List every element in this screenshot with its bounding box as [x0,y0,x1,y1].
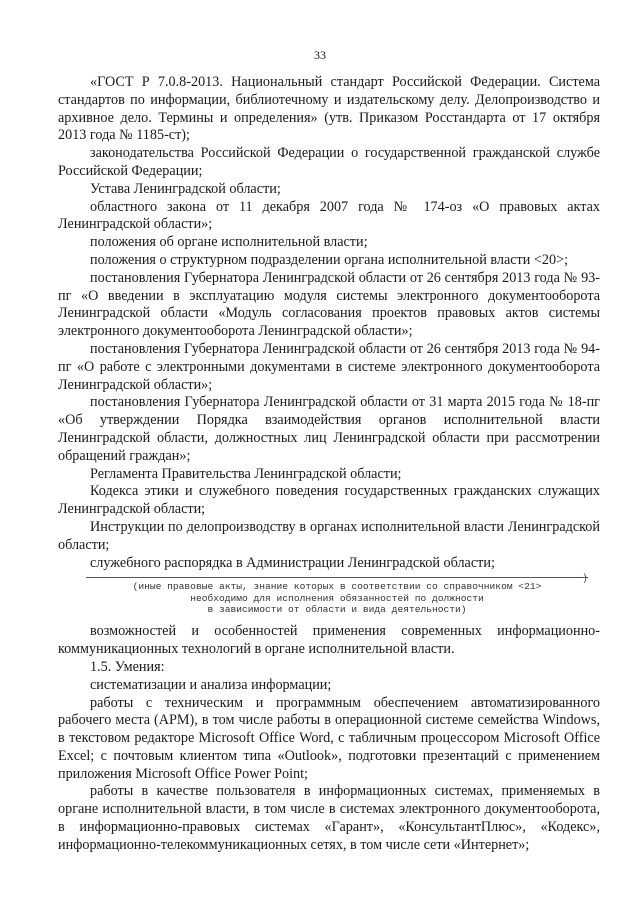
form-caption [86,581,588,616]
page-number: 33 [314,48,326,62]
paragraph: законодательства Российской Федерации о государственной гражданской службе Российской Федерации; [58,145,600,179]
paragraph: Регламента Правительства Ленинградской области; [90,465,402,482]
paragraph: постановления Губернатора Ленинградской области от 31 марта 2015 года № 18-пг «Об утверждении Порядка взаимодействия органов исполнительной власти Ленинградской области, должностных лиц Ленинградской области при рассмотрении обращений граждан»; [58,394,600,464]
paragraph: областного закона от 11 декабря 2007 года № 174-оз «О правовых актах Ленинградской области»; [58,198,600,233]
paragraph: Инструкции по делопроизводству в органах исполнительной власти Ленинградской области; [58,518,600,553]
paragraph: постановления Губернатора Ленинградской области от 26 сентября 2013 года № 93-пг «О введении в эксплуатацию модуля системы электронного документооборота Ленинградской области «Модуль согласования проектов правовых актов системы электронного документооборота Ленинградской области»; [58,269,600,340]
fill-line-end: ) [581,574,588,586]
section-heading: 1.5. Умения: [90,658,165,675]
paragraph: положения об органе исполнительной власти; [90,234,368,251]
paragraph: служебного распорядка в Администрации Ленинградской области; [90,554,495,571]
document-body [58,74,600,855]
fill-rule [86,577,588,578]
paragraph: Кодекса этики и служебного поведения государственных гражданских служащих Ленинградской области; [58,483,600,518]
form-caption-line: в зависимости от области и вида деятельности) [207,604,467,616]
paragraph: «ГОСТ Р 7.0.8-2013. Национальный стандарт Российской Федерации. Система стандартов по информации, библиотечному и издательскому делу. Делопроизводство и архивное дело. Термины и определения» (утв. Приказом Росстандарта от 17 октября 2013 года № 1185-ст); [58,74,600,144]
paragraph: возможностей и особенностей применения современных информационно-коммуникационных технологий в органе исполнительной власти. [58,623,600,658]
paragraph: работы в качестве пользователя в информационных системах, применяемых в органе исполнительной власти, в том числе в системах электронного документооборота, в информационно-правовых системах «Гарант», «КонсультантПлюс», «Кодекс», информационно-телекоммуникационных сетях, в том числе сети «Интернет»; [58,783,600,853]
form-fill-line [58,574,600,617]
paragraph: систематизации и анализа информации; [90,676,332,693]
paragraph: работы с техническим и программным обеспечением автоматизированного рабочего места (АРМ), в том числе работы в операционной системе семейства Windows, в текстовом редакторе Microsoft Office Word, с табличным процессором Microsoft Office Excel; с почтовым клиентом типа «Outlook», подготовки презентаций с применением приложения Microsoft Office Power Point; [58,694,600,782]
paragraph: положения о структурном подразделении органа исполнительной власти <20>; [90,251,569,268]
form-caption-line: необходимо для исполнения обязанностей по должности [190,592,484,604]
paragraph: постановления Губернатора Ленинградской области от 26 сентября 2013 года № 94-пг «О работе с электронными документами в системе электронного документооборота Ленинградской области»; [58,340,600,393]
form-caption-line: (иные правовые акты, знание которых в соответствии со справочником <21> [132,581,542,593]
paragraph: Устава Ленинградской области; [90,180,281,197]
